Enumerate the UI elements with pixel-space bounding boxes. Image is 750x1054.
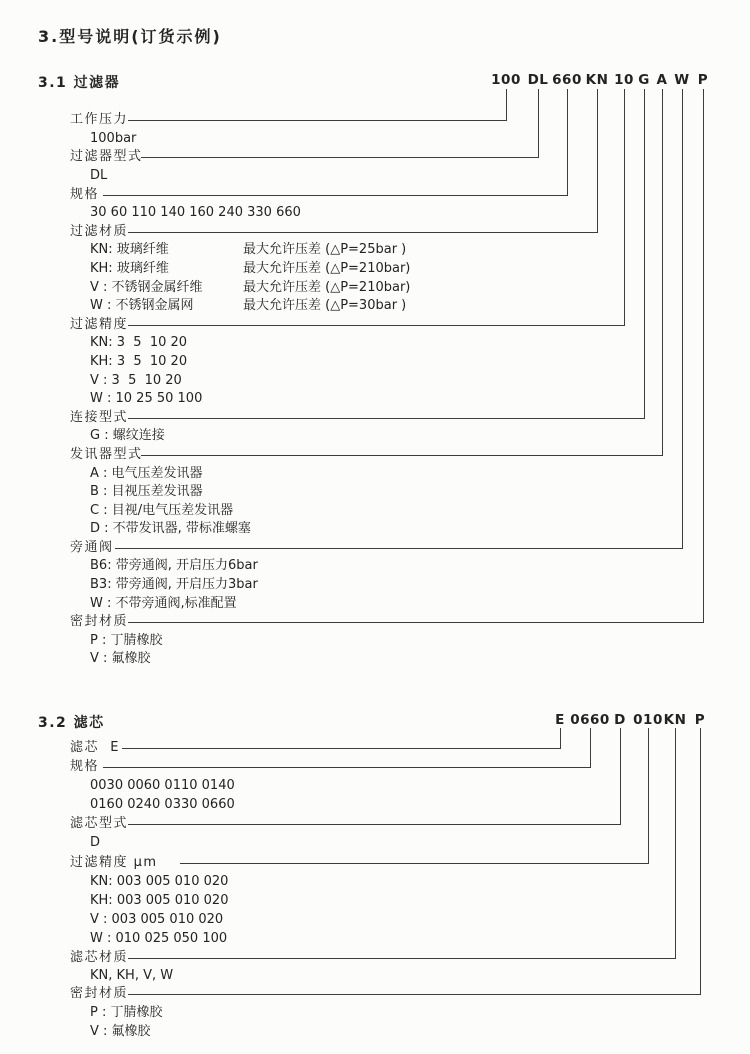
field-label-filter-type: 过滤器型式: [70, 149, 143, 164]
field-label-element: 滤芯 E: [70, 740, 120, 755]
doc-title: 3.型号说明(订货示例): [38, 27, 222, 46]
material-item-note: 最大允许压差 (△P=25bar ): [243, 242, 407, 257]
field-label-connection-type: 连接型式: [70, 410, 129, 425]
connection-item: G : 螺纹连接: [90, 428, 165, 443]
field-label-filtration-precision: 过滤精度: [70, 317, 129, 332]
seal-item: V : 氟橡胶: [90, 651, 151, 666]
field-value-working-pressure: 100bar: [90, 131, 137, 146]
seal-item: P : 丁腈橡胶: [90, 633, 163, 648]
section2-code-part-e: E: [555, 712, 565, 728]
section1-code-part-100: 100: [491, 72, 521, 88]
precision-item: W : 10 25 50 100: [90, 391, 203, 406]
field-label-element-precision: 过滤精度 μm: [70, 855, 158, 870]
element-precision-item: KH: 003 005 010 020: [90, 893, 229, 908]
section2-code-part-kn: KN: [663, 712, 687, 728]
field-label-element-type: 滤芯型式: [70, 816, 129, 831]
field-label-element-material: 滤芯材质: [70, 950, 129, 965]
field-label-indicator-type: 发讯器型式: [70, 447, 143, 462]
element-size-item: 0160 0240 0330 0660: [90, 797, 235, 812]
field-label-seal-material: 密封材质: [70, 614, 129, 629]
section2-code-part-d: D: [614, 712, 626, 728]
section2-code-part-0660: 0660: [570, 712, 610, 728]
section2-code-part-010: 010: [633, 712, 663, 728]
material-item-name: KN: 玻璃纤维: [90, 242, 169, 257]
field-label-working-pressure: 工作压力: [70, 112, 129, 127]
material-item-name: KH: 玻璃纤维: [90, 261, 169, 276]
bypass-item: W : 不带旁通阀,标准配置: [90, 596, 237, 611]
field-label-element-size: 规格: [70, 759, 100, 774]
material-item-note: 最大允许压差 (△P=210bar): [243, 261, 411, 276]
field-label-element-seal: 密封材质: [70, 986, 129, 1001]
section1-code-part-p: P: [697, 72, 709, 88]
section1-code-part-g: G: [638, 72, 650, 88]
element-precision-item: V : 003 005 010 020: [90, 912, 224, 927]
connector-line: [128, 89, 704, 623]
connector-line: [128, 728, 701, 995]
element-precision-item: KN: 003 005 010 020: [90, 874, 229, 889]
section1-code-part-dl: DL: [527, 72, 549, 88]
indicator-item: A : 电气压差发讯器: [90, 466, 203, 481]
section1-code-part-660: 660: [552, 72, 582, 88]
field-value-element-type: D: [90, 835, 101, 850]
precision-item: KH: 3 5 10 20: [90, 354, 188, 369]
element-size-item: 0030 0060 0110 0140: [90, 778, 235, 793]
section1-code-part-w: W: [674, 72, 690, 88]
field-value-element-material: KN, KH, V, W: [90, 968, 174, 983]
indicator-item: C : 目视/电气压差发讯器: [90, 503, 234, 518]
material-item-name: W : 不锈钢金属网: [90, 298, 194, 313]
section2-heading: 3.2 滤芯: [38, 715, 105, 731]
section1-code-part-10: 10: [614, 72, 634, 88]
material-item-note: 最大允许压差 (△P=30bar ): [243, 298, 407, 313]
material-item-note: 最大允许压差 (△P=210bar): [243, 280, 411, 295]
indicator-item: B : 目视压差发讯器: [90, 484, 203, 499]
field-value-filter-type: DL: [90, 168, 108, 183]
precision-item: V : 3 5 10 20: [90, 373, 182, 388]
bypass-item: B6: 带旁通阀, 开启压力6bar: [90, 558, 258, 573]
bypass-item: B3: 带旁通阀, 开启压力3bar: [90, 577, 258, 592]
field-value-size: 30 60 110 140 160 240 330 660: [90, 205, 301, 220]
section1-code-part-a: A: [656, 72, 668, 88]
field-label-size: 规格: [70, 187, 100, 202]
field-label-filter-material: 过滤材质: [70, 224, 129, 239]
section1-heading: 3.1 过滤器: [38, 75, 121, 91]
element-precision-item: W : 010 025 050 100: [90, 931, 228, 946]
precision-item: KN: 3 5 10 20: [90, 335, 188, 350]
indicator-item: D : 不带发讯器, 带标准螺塞: [90, 521, 251, 536]
section2-code-part-p: P: [694, 712, 706, 728]
section1-code-part-kn: KN: [585, 72, 609, 88]
element-seal-item: P : 丁腈橡胶: [90, 1005, 163, 1020]
element-seal-item: V : 氟橡胶: [90, 1024, 151, 1039]
material-item-name: V : 不锈钢金属纤维: [90, 280, 203, 295]
field-label-bypass-valve: 旁通阀: [70, 540, 114, 555]
